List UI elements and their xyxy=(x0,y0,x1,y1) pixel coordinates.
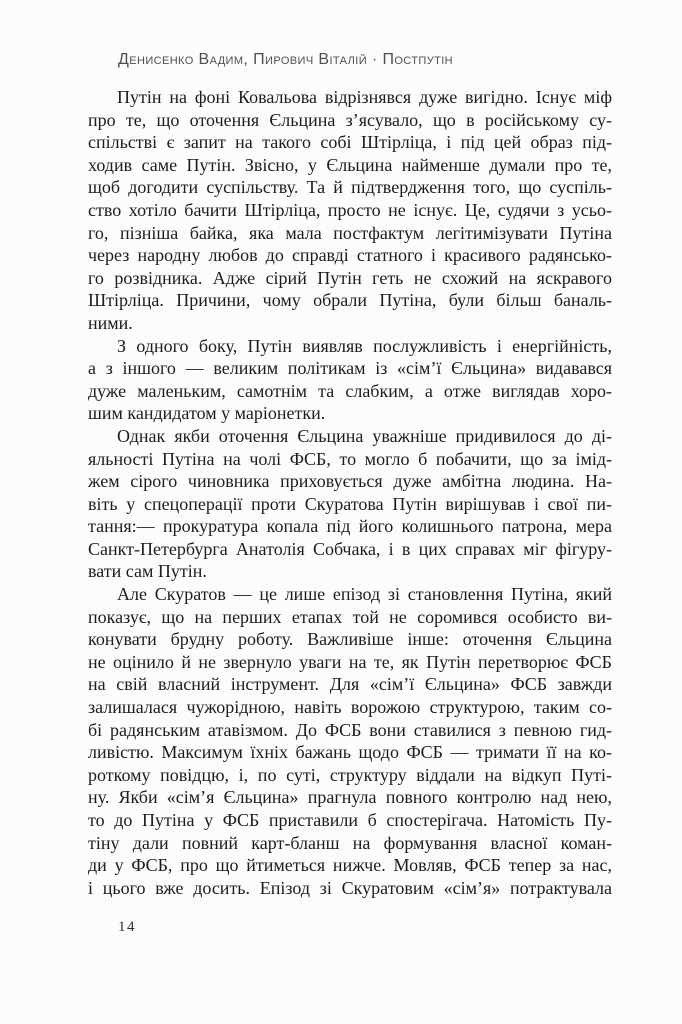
paragraph xyxy=(88,583,612,899)
paragraph xyxy=(88,86,612,335)
text-line: Путін на фоні Ковальова відрізнявся дуже вигідно. Існує міф xyxy=(117,87,612,107)
page-body xyxy=(88,86,612,899)
text-line: ну. Якби «сім’я Єльцина» прагнула повного контролю над нею, xyxy=(88,787,612,808)
text-line: вати сам Путін. xyxy=(88,561,207,582)
text-line: через народну любов до справді статного і красивого радянсько- xyxy=(88,245,612,266)
text-line: Однак якби оточення Єльцина уважніше придивилося до ді- xyxy=(117,425,612,446)
text-line: З одного боку, Путін виявляв послужливість і енергійність, xyxy=(117,335,612,356)
text-line: ство хотіло бачити Штірліца, просто не існує. Це, судячи з усьо- xyxy=(88,199,612,220)
text-line: дуже маленьким, самотнім та слабким, а отже виглядав хоро- xyxy=(88,380,612,401)
text-line: спільстві є запит на такого собі Штірліца, і під цей образ під- xyxy=(88,132,612,153)
text-line: віть у спецоперації проти Скуратова Путін вирішував і свої пи- xyxy=(88,493,612,514)
text-line: ходив саме Путін. Звісно, у Єльцина найменше думали про те, xyxy=(88,154,612,175)
text-line: показує, що на перших етапах той не соромився особисто ви- xyxy=(88,606,612,627)
text-line: роткому повідцю, і, по суті, структуру віддали на відкуп Путі- xyxy=(88,764,612,785)
text-line: ливістю. Максимум їхніх бажань щодо ФСБ — тримати її на ко- xyxy=(88,742,612,763)
text-line: ними. xyxy=(88,312,133,333)
text-line: тіну дали повний карт-бланш на формування власної коман- xyxy=(88,832,612,853)
text-line: тання:— прокуратура копала під його колишнього патрона, мера xyxy=(88,516,612,537)
page-number: 14 xyxy=(118,919,136,935)
text-line: і цього вже досить. Епізод зі Скуратовим «сім’я» потрактувала xyxy=(88,877,612,898)
text-line: шим кандидатом у маріонетки. xyxy=(88,403,326,424)
text-line: Але Скуратов — це лише епізод зі становлення Путіна, який xyxy=(117,584,612,605)
paragraph xyxy=(88,335,612,425)
text-line: про те, що оточення Єльцина з’ясувало, що в російському су- xyxy=(88,109,612,130)
text-line: го, пізніша байка, яка мала постфактум легітимізувати Путіна xyxy=(88,222,612,243)
text-line: залишалася чужорідною, навіть ворожою структурою, таким со- xyxy=(88,697,612,718)
text-line: Санкт-Петербурга Анатолія Собчака, і в цих справах міг фігуру- xyxy=(88,538,612,559)
running-header: Денисенко Вадим, Пирович Віталій · Постпутін xyxy=(118,51,454,68)
text-line: Штірліца. Причини, чому обрали Путіна, були більш баналь- xyxy=(88,290,612,311)
text-line: яльності Путіна на чолі ФСБ, то могло б побачити, що за імід- xyxy=(88,448,612,469)
text-line: го розвідника. Адже сірий Путін геть не схожий на яскравого xyxy=(88,267,612,288)
text-line: конувати брудну роботу. Важливіше інше: оточення Єльцина xyxy=(88,629,612,650)
paragraph xyxy=(88,425,612,583)
text-line: бі радянським атавізмом. До ФСБ вони ставилися з певною гид- xyxy=(88,719,612,740)
text-line: не оцінило й не звернуло уваги на те, як Путін перетворює ФСБ xyxy=(88,651,612,672)
text-line: ди у ФСБ, про що йтиметься нижче. Мовляв, ФСБ тепер за нас, xyxy=(88,855,612,876)
text-line: жем сірого чиновника приховується дуже амбітна людина. На- xyxy=(88,471,612,492)
text-line: а з іншого — великим політикам із «сім’ї Єльцина» видавався xyxy=(88,358,612,379)
text-line: то до Путіна у ФСБ приставили б спостерігача. Натомість Пу- xyxy=(88,810,612,830)
text-line: на свій власний інструмент. Для «сім’ї Єльцина» ФСБ завжди xyxy=(88,674,612,695)
text-line: щоб догодити суспільству. Та й підтвердження того, що суспіль- xyxy=(88,177,612,198)
